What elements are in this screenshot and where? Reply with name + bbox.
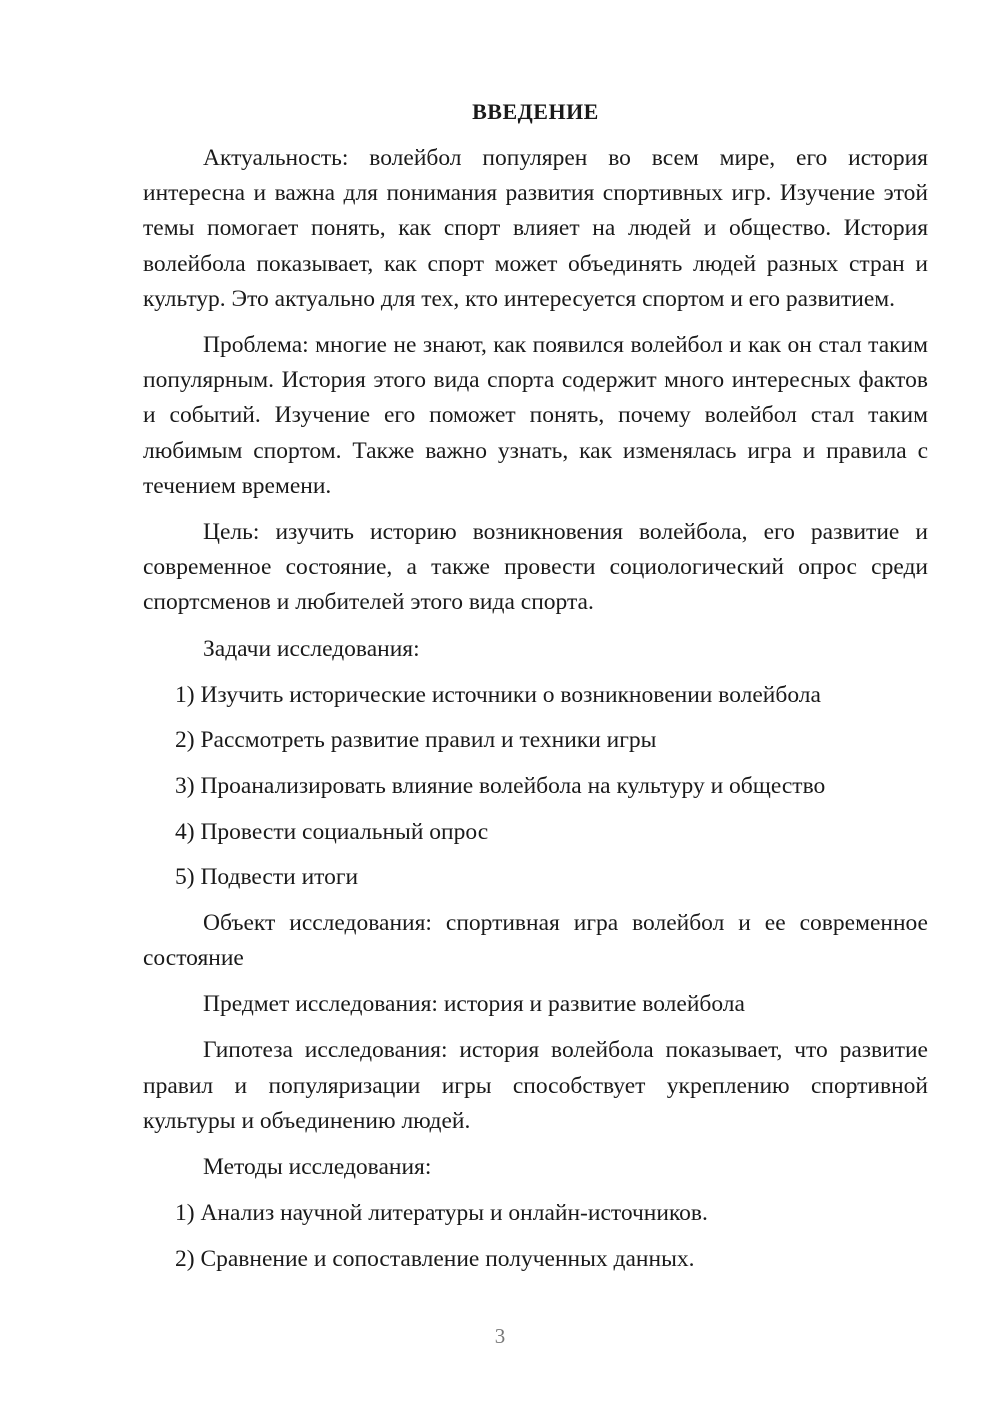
methods-heading: Методы исследования: xyxy=(203,1154,432,1181)
list-item: 1) Анализ научной литературы и онлайн-источников. xyxy=(175,1200,708,1227)
relevance-paragraph: Актуальность: волейбол популярен во всем мире, его история интересна и важна для понимания развития спортивных игр. Изучение этой темы помогает понять, как спорт влияет на людей и общество. История волейбола показывает, как спорт может объединять людей разных стран и культур. Это актуально для тех, кто интересуется спортом и его развитием. xyxy=(143,145,928,312)
list-item: 2) Рассмотреть развитие правил и техники игры xyxy=(175,727,657,754)
list-item: 3) Проанализировать влияние волейбола на культуру и общество xyxy=(175,773,826,800)
object-paragraph: Объект исследования: спортивная игра волейбол и ее современное состояние xyxy=(143,909,928,972)
section-title: ВВЕДЕНИЕ xyxy=(472,99,599,124)
page-number: 3 xyxy=(494,1324,506,1348)
methods-list xyxy=(143,1196,928,1277)
list-item: 2) Сравнение и сопоставление полученных данных. xyxy=(175,1245,695,1272)
list-item: 5) Подвести итоги xyxy=(175,864,359,891)
list-item: 1) Изучить исторические источники о возникновении волейбола xyxy=(175,681,821,708)
list-item: 4) Провести социальный опрос xyxy=(175,818,489,845)
tasks-heading: Задачи исследования: xyxy=(203,635,420,662)
problem-paragraph: Проблема: многие не знают, как появился волейбол и как он стал таким популярным. История этого вида спорта содержит много интересных фактов и событий. Изучение его поможет понять, почему волейбол стал таким любимым спортом. Также важно узнать, как изменялась игра и правила с течением времени. xyxy=(143,332,928,499)
subject-paragraph: Предмет исследования: история и развитие волейбола xyxy=(203,991,745,1018)
document-body xyxy=(143,94,928,1287)
goal-paragraph: Цель: изучить историю возникновения волейбола, его развитие и современное состояние, а также провести социологический опрос среди спортсменов и любителей этого вида спорта. xyxy=(143,519,928,616)
hypothesis-paragraph: Гипотеза исследования: история волейбола показывает, что развитие правил и популяризации игры способствует укреплению спортивной культуры и объединению людей. xyxy=(143,1037,928,1134)
tasks-list xyxy=(143,678,928,896)
